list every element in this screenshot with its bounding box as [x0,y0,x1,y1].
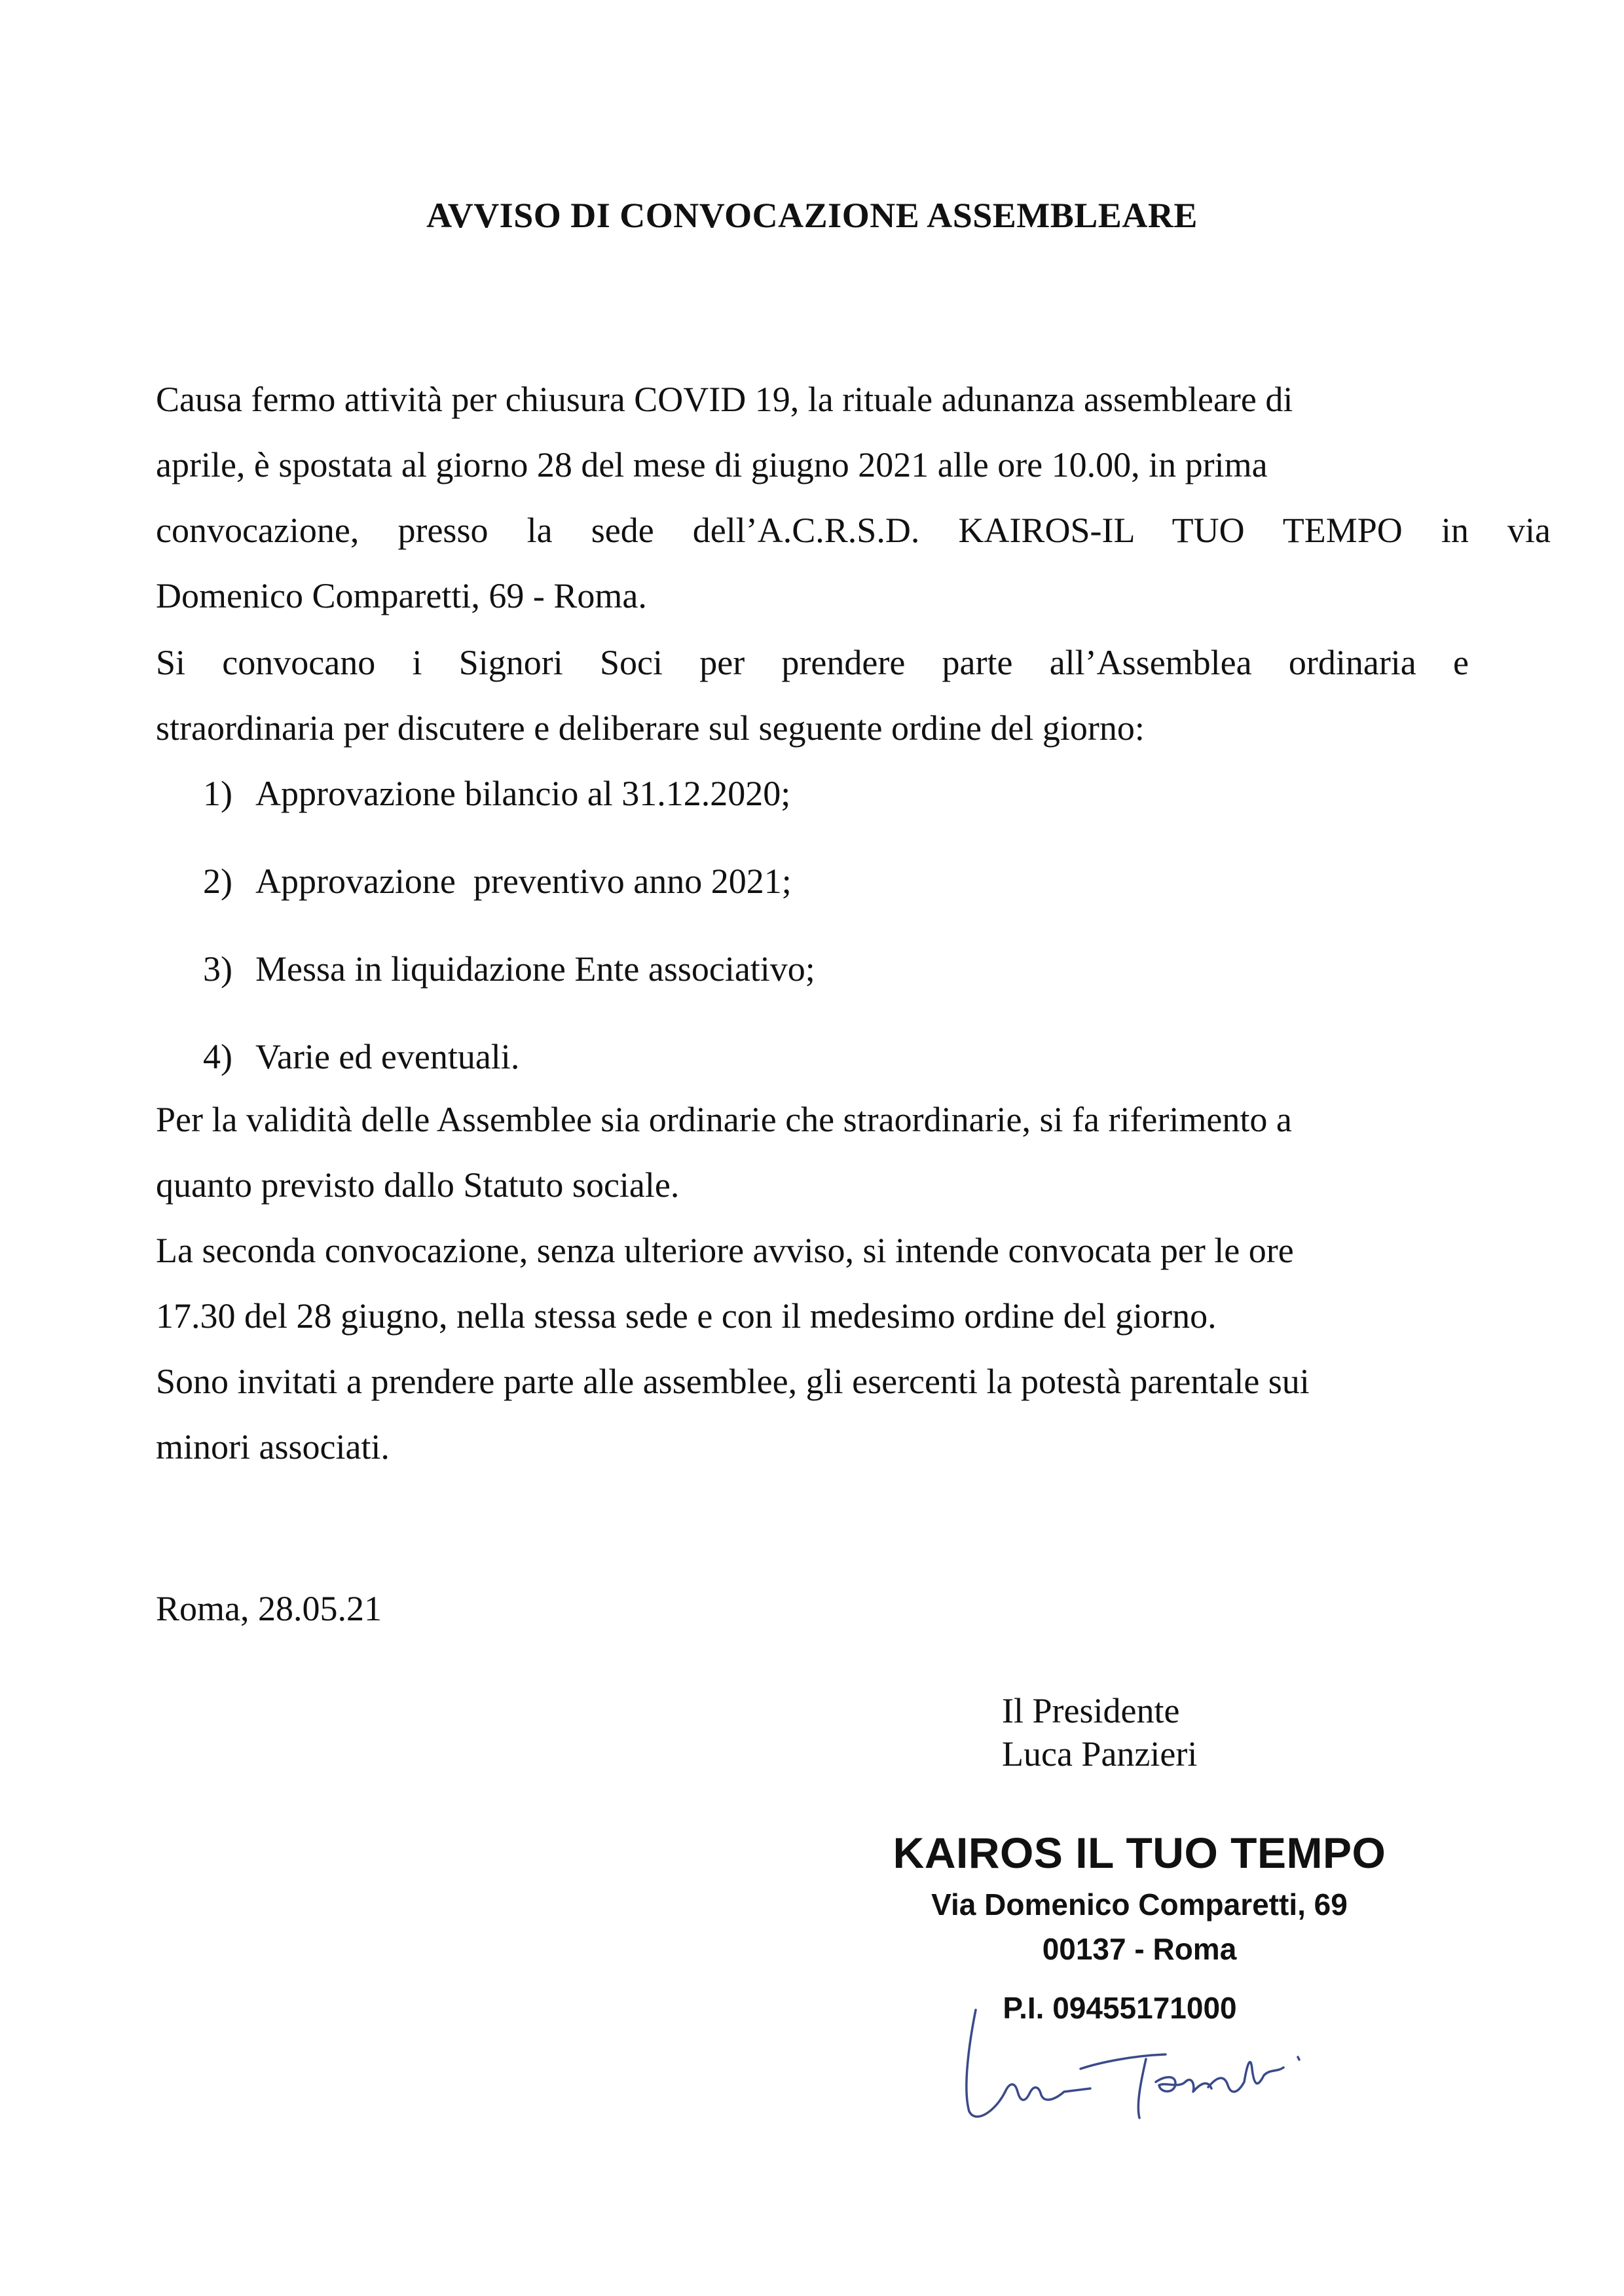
agenda-item-number: 1) [203,774,232,813]
paragraph-intro-line: aprile, è spostata al giorno 28 del mese di giugno 2021 alle ore 10.00, in prima [156,445,1268,484]
agenda-item-text: Approvazione bilancio al 31.12.2020; [255,774,791,813]
handwritten-signature [950,1984,1316,2141]
document-title: AVVISO DI CONVOCAZIONE ASSEMBLEARE [426,196,1198,235]
paragraph-intro [156,367,1551,629]
paragraph-validity-line: Sono invitati a prendere parte alle assemblee, gli esercenti la potestà parentale sui [156,1362,1310,1401]
agenda-item-text: Varie ed eventuali. [255,1037,520,1076]
signatory-name: Luca Panzieri [1002,1734,1198,1774]
signatory-block [1002,1689,1197,1776]
stamp-postcode: 00137 - Roma [1042,1932,1237,1966]
stamp-vat-number: P.I. 09455171000 [1003,1991,1237,2025]
agenda-item-number: 2) [203,862,232,901]
agenda-item-number: 4) [203,1037,232,1076]
paragraph-validity [156,1087,1551,1480]
agenda-item-text: Approvazione preventivo anno 2021; [255,862,792,901]
stamp-address: Via Domenico Comparetti, 69 [931,1887,1348,1922]
paragraph-convocation [156,630,1551,761]
paragraph-intro-line: Domenico Comparetti, 69 - Roma. [156,576,647,615]
agenda-item-text: Messa in liquidazione Ente associativo; [255,949,815,989]
paragraph-validity-line: minori associati. [156,1427,390,1467]
agenda-item [203,761,815,848]
agenda-item [203,848,815,936]
paragraph-validity-line: 17.30 del 28 giugno, nella stessa sede e con il medesimo ordine del giorno. [156,1296,1217,1336]
agenda-list [203,761,815,1112]
agenda-item [203,936,815,1024]
paragraph-validity-line: Per la validità delle Assemblee sia ordinarie che straordinarie, si fa riferimento a [156,1100,1292,1139]
stamp-name: KAIROS IL TUO TEMPO [893,1829,1386,1877]
signatory-role: Il Presidente [1002,1691,1180,1730]
paragraph-convocation-line: Si convocano i Signori Soci per prendere parte all’Assemblea ordinaria e [156,643,1469,682]
paragraph-intro-line: Causa fermo attività per chiusura COVID 19, la rituale adunanza assembleare di [156,380,1293,419]
paragraph-convocation-line: straordinaria per discutere e deliberare sul seguente ordine del giorno: [156,708,1145,748]
paragraph-intro-line: convocazione, presso la sede dell’A.C.R.S.D. KAIROS-IL TUO TEMPO in via [156,511,1551,550]
agenda-item-number: 3) [203,949,232,989]
paragraph-validity-line: quanto previsto dallo Statuto sociale. [156,1165,680,1205]
paragraph-validity-line: La seconda convocazione, senza ulteriore avviso, si intende convocata per le ore [156,1231,1294,1270]
document-date: Roma, 28.05.21 [156,1589,382,1628]
